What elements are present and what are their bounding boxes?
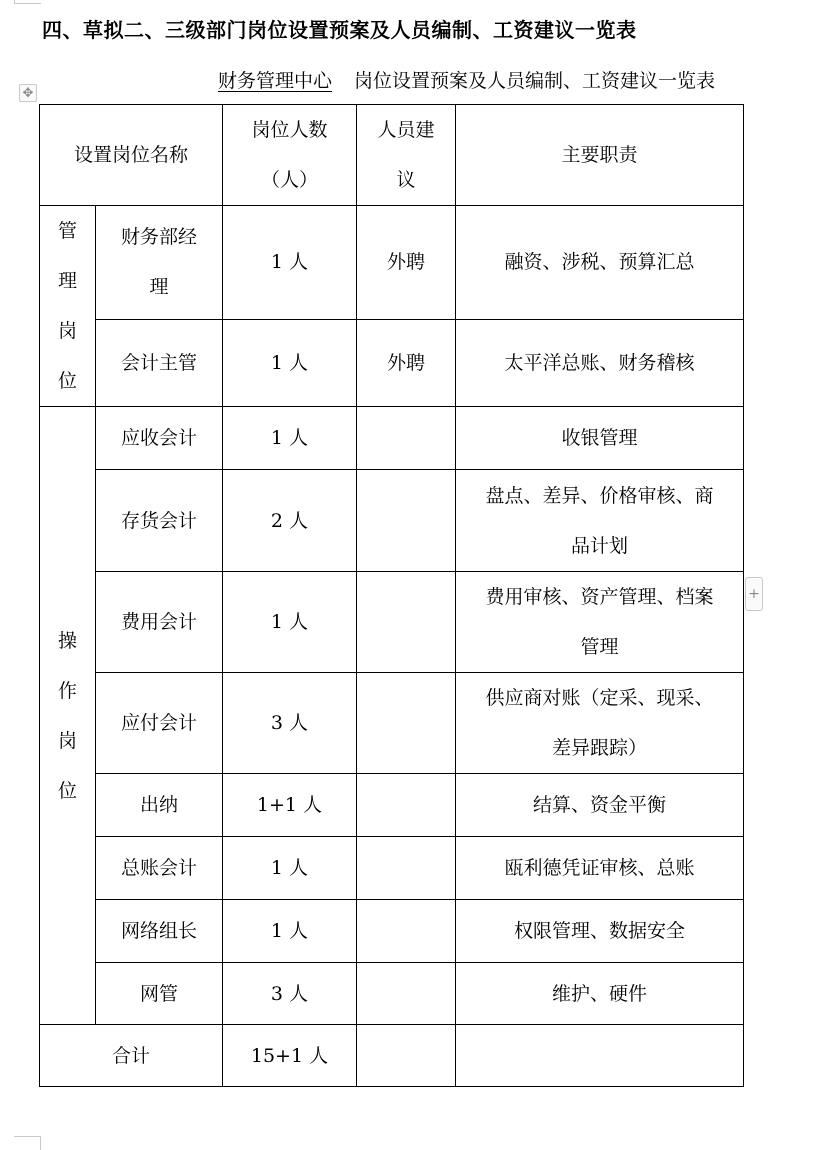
group-char: 管 xyxy=(57,220,77,242)
header-headcount-line1: 岗位人数 xyxy=(251,119,328,141)
header-headcount-line2: （人） xyxy=(260,169,318,191)
position-cell: 会计主管 xyxy=(96,319,223,406)
total-label: 合计 xyxy=(40,1025,223,1087)
staffing-cell xyxy=(357,774,456,837)
staffing-cell xyxy=(357,963,456,1025)
duties-line2: 差异跟踪） xyxy=(551,737,647,759)
headcount-cell: 1 人 xyxy=(223,572,357,673)
group-char: 岗 xyxy=(57,729,77,752)
headcount-cell: 3 人 xyxy=(223,963,357,1025)
headcount-cell: 1 人 xyxy=(223,900,357,963)
header-duties: 主要职责 xyxy=(456,105,744,206)
headcount-cell: 1 人 xyxy=(223,407,357,470)
duties-line1: 费用审核、资产管理、档案 xyxy=(485,586,714,608)
add-column-plus-icon[interactable]: + xyxy=(745,577,763,611)
headcount-cell: 1+1 人 xyxy=(223,774,357,837)
group-char: 操 xyxy=(57,629,77,652)
position-cell xyxy=(96,206,223,320)
group-management xyxy=(40,206,96,407)
table-row xyxy=(40,774,744,837)
position-line2: 理 xyxy=(149,276,169,299)
staffing-cell: 外聘 xyxy=(357,319,456,406)
staffing-table xyxy=(39,104,744,1087)
table-row xyxy=(40,206,744,320)
table-row xyxy=(40,470,744,572)
staffing-cell xyxy=(357,837,456,900)
department-name: 财务管理中心 xyxy=(218,70,333,92)
duties-cell xyxy=(456,572,744,673)
headcount-cell: 1 人 xyxy=(223,837,357,900)
headcount-cell: 1 人 xyxy=(223,206,357,320)
table-row xyxy=(40,837,744,900)
duties-cell: 太平洋总账、财务稽核 xyxy=(456,319,744,406)
position-cell: 网管 xyxy=(96,963,223,1025)
duties-line1: 盘点、差异、价格审核、商 xyxy=(485,484,714,507)
staffing-cell xyxy=(357,407,456,470)
total-duties xyxy=(456,1025,744,1087)
position-cell: 存货会计 xyxy=(96,470,223,572)
staffing-cell: 外聘 xyxy=(357,206,456,320)
total-row xyxy=(40,1025,744,1087)
table-row xyxy=(40,407,744,470)
page-corner-mark xyxy=(14,0,41,4)
headcount-cell: 2 人 xyxy=(223,470,357,572)
duties-line1: 供应商对账（定采、现采、 xyxy=(485,687,714,709)
table-title-suffix: 岗位设置预案及人员编制、工资建议一览表 xyxy=(354,70,716,92)
position-cell: 应收会计 xyxy=(96,407,223,470)
duties-line2: 管理 xyxy=(580,636,619,658)
table-title xyxy=(186,66,715,93)
staffing-cell xyxy=(357,470,456,572)
group-char: 作 xyxy=(57,679,77,702)
position-cell: 总账会计 xyxy=(96,837,223,900)
group-operations xyxy=(40,407,96,1025)
table-row xyxy=(40,900,744,963)
header-headcount xyxy=(223,105,357,206)
table-row xyxy=(40,673,744,774)
duties-cell: 收银管理 xyxy=(456,407,744,470)
group-char: 理 xyxy=(57,270,77,292)
position-cell: 费用会计 xyxy=(96,572,223,673)
position-line1: 财务部经 xyxy=(120,226,197,249)
table-row xyxy=(40,572,744,673)
group-char: 位 xyxy=(57,779,77,802)
duties-cell: 权限管理、数据安全 xyxy=(456,900,744,963)
staffing-cell xyxy=(357,673,456,774)
duties-cell xyxy=(456,470,744,572)
staffing-cell xyxy=(357,900,456,963)
duties-cell: 维护、硬件 xyxy=(456,963,744,1025)
duties-cell: 融资、涉税、预算汇总 xyxy=(456,206,744,320)
duties-cell: 瓯利德凭证审核、总账 xyxy=(456,837,744,900)
header-staffing xyxy=(357,105,456,206)
headcount-cell: 3 人 xyxy=(223,673,357,774)
staffing-cell xyxy=(357,572,456,673)
header-staffing-line1: 人员建 xyxy=(377,119,435,141)
position-cell: 出纳 xyxy=(96,774,223,837)
duties-cell: 结算、资金平衡 xyxy=(456,774,744,837)
total-headcount: 15+1 人 xyxy=(223,1025,357,1087)
header-row xyxy=(40,105,744,206)
group-char: 位 xyxy=(57,370,77,392)
group-char: 岗 xyxy=(57,320,77,342)
header-position-name: 设置岗位名称 xyxy=(40,105,223,206)
table-row xyxy=(40,319,744,406)
duties-line2: 品计划 xyxy=(570,534,628,557)
duties-cell xyxy=(456,673,744,774)
position-cell: 应付会计 xyxy=(96,673,223,774)
headcount-cell: 1 人 xyxy=(223,319,357,406)
section-heading: 四、草拟二、三级部门岗位设置预案及人员编制、工资建议一览表 xyxy=(42,18,637,42)
total-staffing xyxy=(357,1025,456,1087)
header-staffing-line2: 议 xyxy=(396,169,416,191)
table-row xyxy=(40,963,744,1025)
table-move-handle-icon[interactable]: ✥ xyxy=(19,84,37,102)
page-corner-mark xyxy=(14,1136,41,1150)
position-cell: 网络组长 xyxy=(96,900,223,963)
